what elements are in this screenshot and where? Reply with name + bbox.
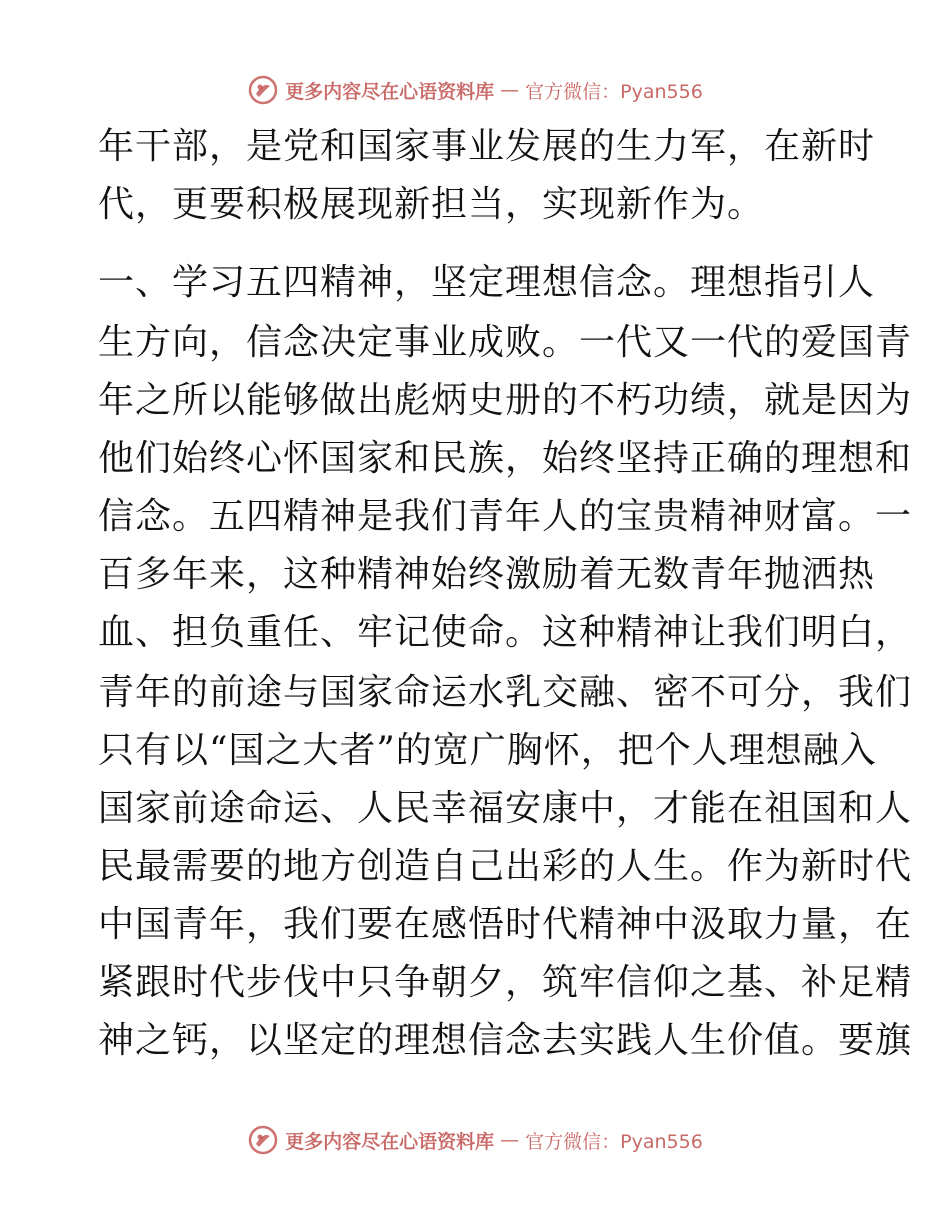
body-line: 代，更要积极展现新担当，实现新作为。: [98, 184, 765, 225]
header-watermark: [0, 70, 950, 110]
body-line: 他们始终心怀国家和民族，始终坚持正确的理想和: [98, 438, 913, 479]
body-line: 国家前途命运、人民幸福安康中，才能在祖国和人: [98, 788, 913, 829]
body-line: 信念。五四精神是我们青年人的宝贵精神财富。一: [98, 496, 913, 537]
body-line: 中国青年，我们要在感悟时代精神中汲取力量，在: [98, 904, 913, 945]
footer-watermark: [0, 1120, 950, 1160]
body-line: 只有以“国之大者”的宽广胸怀，把个人理想融入: [98, 730, 877, 771]
body-line: 民最需要的地方创造自己出彩的人生。作为新时代: [98, 846, 913, 887]
logo-icon: [247, 74, 279, 106]
watermark-wechat: 官方微信：Pyan556: [525, 80, 703, 103]
watermark-title: 更多内容尽在心语资料库: [285, 80, 495, 103]
body-line: 青年的前途与国家命运水乳交融、密不可分，我们: [98, 672, 913, 713]
watermark-wechat: 官方微信：Pyan556: [525, 1130, 703, 1153]
body-line: 年干部，是党和国家事业发展的生力军，在新时: [98, 126, 876, 167]
body-line: 一、学习五四精神，坚定理想信念。理想指引人: [98, 262, 876, 303]
body-line: 年之所以能够做出彪炳史册的不朽功绩，就是因为: [98, 380, 913, 421]
watermark-dash: —: [500, 79, 520, 101]
body-line: 紧跟时代步伐中只争朝夕，筑牢信仰之基、补足精: [98, 962, 913, 1003]
body-line: 生方向，信念决定事业成败。一代又一代的爱国青: [98, 322, 913, 363]
watermark-title: 更多内容尽在心语资料库: [285, 1130, 495, 1153]
watermark-dash: —: [500, 1129, 520, 1151]
body-line: 百多年来，这种精神始终激励着无数青年抛洒热: [98, 554, 876, 595]
body-line: 血、担负重任、牢记使命。这种精神让我们明白，: [98, 612, 913, 653]
logo-icon: [247, 1124, 279, 1156]
body-line: 神之钙，以坚定的理想信念去实践人生价值。要旗: [98, 1020, 913, 1061]
